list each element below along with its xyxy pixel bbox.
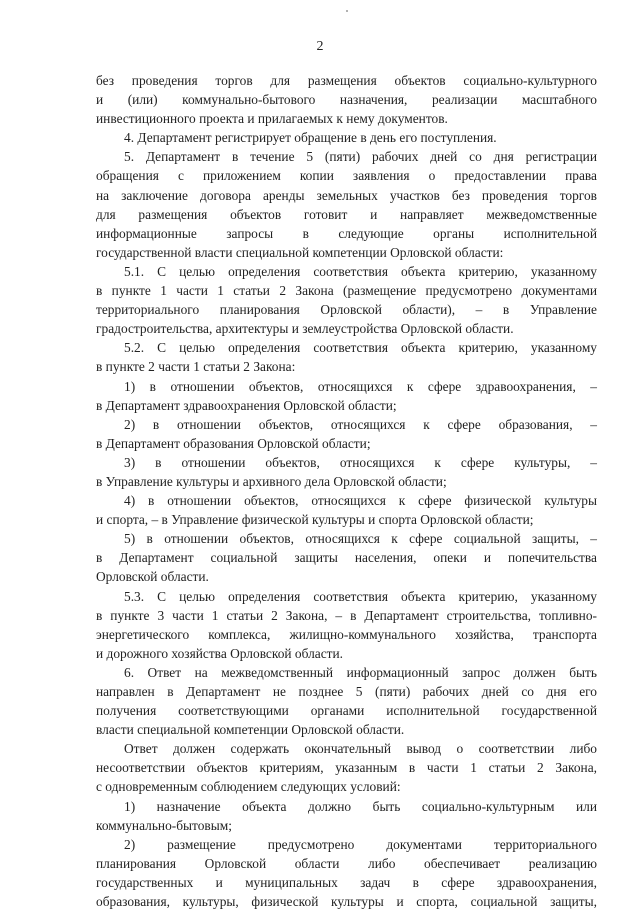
document-body (96, 71, 597, 911)
text-line: планирования Орловской области либо обеспечивает реализацию (96, 855, 597, 871)
text-line: 5) в отношении объектов, относящихся к сфере социальной защиты, – (124, 531, 597, 547)
text-line: и спорта, – в Управление физической культуры и спорта Орловской области; (96, 512, 534, 528)
text-line: 3) в отношении объектов, относящихся к сфере культуры, – (124, 454, 597, 470)
text-line: 1) в отношении объектов, относящихся к сфере здравоохранения, – (124, 378, 597, 394)
text-line: государственной власти специальной компетенции Орловской области: (96, 244, 504, 260)
text-line: в Департамент образования Орловской области; (96, 435, 371, 451)
text-line: и дорожного хозяйства Орловской области. (96, 645, 344, 661)
text-line: на заключение договора аренды земельных участков без проведения торгов (96, 187, 597, 203)
text-line: Ответ должен содержать окончательный вывод о соответствии либо (124, 741, 597, 757)
text-line: 5.2. С целью определения соответствия объекта критерию, указанному (124, 340, 597, 356)
text-line: без проведения торгов для размещения объектов социально-культурного (96, 73, 597, 88)
text-line: в Управление культуры и архивного дела Орловской области; (96, 473, 447, 489)
text-line: в Департамент социальной защиты населения, опеки и попечительства (96, 550, 597, 566)
text-line: несоответствии объектов критериям, указанным в части 1 статьи 2 Закона, (96, 760, 597, 776)
text-line: 4. Департамент регистрирует обращение в день его поступления. (124, 130, 497, 146)
text-line: градостроительства, архитектуры и землеустройства Орловской области. (96, 321, 514, 337)
text-line: территориального планирования Орловской области), – в Управление (96, 302, 597, 318)
text-line: государственных и муниципальных задач в сфере здравоохранения, (96, 874, 597, 890)
text-line: инвестиционного проекта и прилагаемых к нему документов. (96, 111, 448, 127)
scan-speck (346, 10, 348, 12)
text-line: 5.3. С целью определения соответствия объекта критерию, указанному (124, 588, 597, 604)
text-line: 2) в отношении объектов, относящихся к сфере образования, – (124, 416, 597, 432)
text-line: коммунально-бытовым; (96, 817, 232, 833)
page-number: 2 (316, 39, 324, 54)
text-line: с одновременным соблюдением следующих условий: (96, 779, 401, 795)
text-line: обращения с приложением копии заявления о предоставлении права (96, 168, 597, 184)
text-line: энергетического комплекса, жилищно-коммунального хозяйства, транспорта (96, 626, 597, 642)
text-line: 6. Ответ на межведомственный информационный запрос должен быть (124, 664, 597, 680)
text-line: образования, культуры, физической культуры и спорта, социальной защиты, (96, 894, 597, 910)
text-line: в пункте 2 части 1 статьи 2 Закона: (96, 359, 296, 375)
text-line: 2) размещение предусмотрено документами территориального (124, 836, 597, 852)
text-line: получения соответствующими органами исполнительной государственной (96, 703, 597, 719)
text-line: в пункте 1 части 1 статьи 2 Закона (размещение предусмотрено документами (96, 283, 597, 299)
text-line: 4) в отношении объектов, относящихся к сфере физической культуры (124, 493, 597, 509)
text-line: и (или) коммунально-бытового назначения, реализации масштабного (96, 92, 597, 108)
text-line: информационные запросы в следующие органы исполнительной (96, 225, 597, 241)
text-line: в пункте 3 части 1 статьи 2 Закона, – в Департамент строительства, топливно- (96, 607, 597, 623)
text-line: власти специальной компетенции Орловской области. (96, 722, 405, 738)
text-line: 5. Департамент в течение 5 (пяти) рабочих дней со дня регистрации (124, 149, 597, 165)
text-line: для размещения объектов готовит и направляет межведомственные (96, 206, 597, 222)
text-line: 1) назначение объекта должно быть социально-культурным или (124, 798, 597, 814)
text-line: Орловской области. (96, 569, 209, 585)
text-line: в Департамент здравоохранения Орловской области; (96, 397, 397, 413)
text-line: 5.1. С целью определения соответствия объекта критерию, указанному (124, 263, 597, 279)
text-line: направлен в Департамент не позднее 5 (пяти) рабочих дней со дня его (96, 684, 597, 699)
